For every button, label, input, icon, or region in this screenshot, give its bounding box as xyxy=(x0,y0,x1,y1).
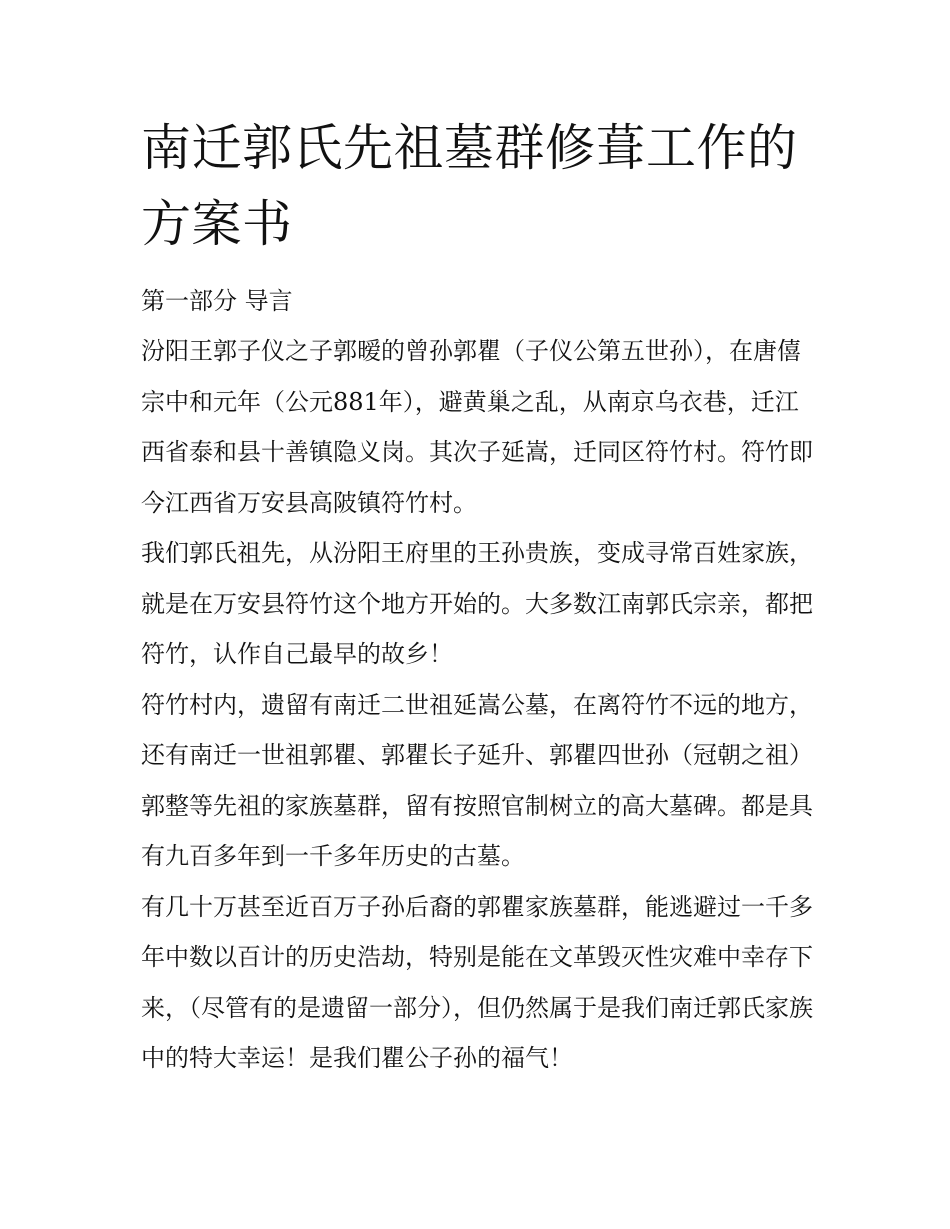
paragraph: 我们郭氏祖先，从汾阳王府里的王孙贵族，变成寻常百姓家族，就是在万安县符竹这个地方开始的。大多数江南郭氏宗亲，都把符竹，认作自己最早的故乡！ xyxy=(141,539,813,668)
document-title: 南迁郭氏先祖墓群修葺工作的方案书 xyxy=(141,119,798,253)
paragraph: 有几十万甚至近百万子孙后裔的郭瞿家族墓群，能逃避过一千多年中数以百计的历史浩劫，特别是能在文革毁灭性灾难中幸存下来，（尽管有的是遗留一部分），但仍然属于是我们南迁郭氏家族中的特大幸运！是我们瞿公子孙的福气！ xyxy=(141,892,813,1072)
paragraph: 汾阳王郭子仪之子郭暧的曾孙郭瞿（子仪公第五世孙），在唐僖宗中和元年（公元881年），避黄巢之乱，从南京乌衣巷，迁江西省泰和县十善镇隐义岗。其次子延嵩，迁同区符竹村。符竹即今江西省万安县高陂镇符竹村。 xyxy=(141,337,813,517)
document-page xyxy=(141,110,821,1084)
paragraph: 符竹村内，遗留有南迁二世祖延嵩公墓，在离符竹不远的地方，还有南迁一世祖郭瞿、郭瞿长子延升、郭瞿四世孙（冠朝之祖）郭整等先祖的家族墓群，留有按照官制树立的高大墓碑。都是具有九百多年到一千多年历史的古墓。 xyxy=(141,690,813,870)
section-heading: 第一部分 导言 xyxy=(141,287,293,315)
